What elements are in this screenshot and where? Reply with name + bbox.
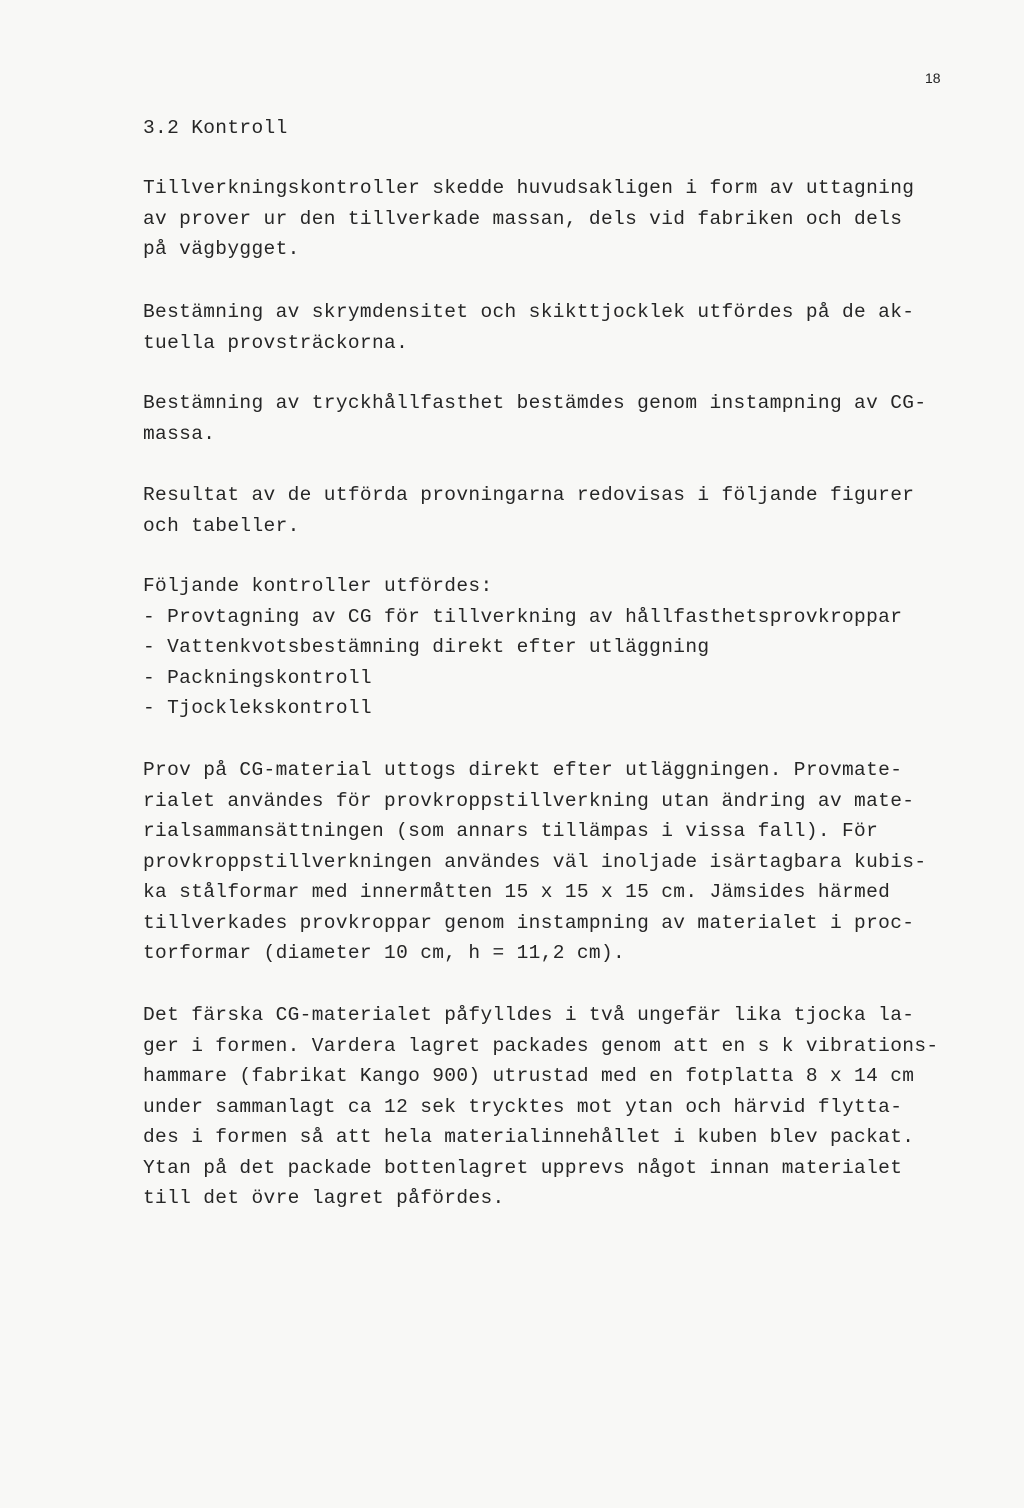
paragraph-line: på vägbygget. <box>143 238 300 260</box>
paragraph-line: Bestämning av skrymdensitet och skikttjocklek utfördes på de ak- <box>143 301 915 323</box>
heading-line: 3.2 Kontroll <box>143 117 288 139</box>
paragraph-line: hammare (fabrikat Kango 900) utrustad med en fotplatta 8 x 14 cm <box>143 1065 915 1087</box>
paragraph-line: Resultat av de utförda provningarna redovisas i följande figurer <box>143 484 915 506</box>
paragraph-line: rialsammansättningen (som annars tillämpas i vissa fall). För <box>143 820 879 842</box>
paragraph-line: under sammanlagt ca 12 sek trycktes mot ytan och härvid flytta- <box>143 1095 903 1118</box>
paragraph-line: rialet användes för provkroppstillverkning utan ändring av mate- <box>143 789 915 812</box>
paragraph-5 <box>143 755 926 969</box>
paragraph-6 <box>143 1000 938 1214</box>
paragraph-line: massa. <box>143 422 216 445</box>
paragraph-4 <box>143 480 914 541</box>
page-number: 18 <box>925 70 941 86</box>
section-heading <box>143 113 288 144</box>
paragraph-line: av prover ur den tillverkade massan, dels vid fabriken och dels <box>143 207 903 230</box>
paragraph-2 <box>143 297 914 358</box>
paragraph-line: till det övre lagret påfördes. <box>143 1187 505 1209</box>
paragraph-line: Det färska CG-materialet påfylldes i två ungefär lika tjocka la- <box>143 1004 915 1026</box>
paragraph-1 <box>143 173 914 265</box>
paragraph-line: tillverkades provkroppar genom instampning av materialet i proc- <box>143 911 915 934</box>
list-item: - Packningskontroll <box>143 666 372 689</box>
paragraph-line: des i formen så att hela materialinnehållet i kuben blev packat. <box>143 1126 915 1148</box>
list-intro: Följande kontroller utfördes: <box>143 575 493 597</box>
list-item: - Vattenkvotsbestämning direkt efter utläggning <box>143 636 710 658</box>
paragraph-line: provkroppstillverkningen användes väl inoljade isärtagbara kubis- <box>143 850 927 873</box>
paragraph-3 <box>143 388 926 449</box>
paragraph-line: tuella provsträckorna. <box>143 331 409 354</box>
list-item: - Provtagning av CG för tillverkning av hållfasthetsprovkroppar <box>143 605 903 628</box>
paragraph-line: Bestämning av tryckhållfasthet bestämdes genom instampning av CG- <box>143 392 927 414</box>
paragraph-line: och tabeller. <box>143 514 300 537</box>
paragraph-line: ger i formen. Vardera lagret packades genom att en s k vibrations- <box>143 1034 939 1057</box>
paragraph-line: ka stålformar med innermåtten 15 x 15 x 15 cm. Jämsides härmed <box>143 881 891 903</box>
paragraph-line: Tillverkningskontroller skedde huvudsakligen i form av uttagning <box>143 177 915 199</box>
list-item: - Tjocklekskontroll <box>143 697 372 719</box>
paragraph-line: Ytan på det packade bottenlagret upprevs något innan materialet <box>143 1156 903 1179</box>
paragraph-line: torformar (diameter 10 cm, h = 11,2 cm). <box>143 942 626 964</box>
paragraph-line: Prov på CG-material uttogs direkt efter utläggningen. Provmate- <box>143 759 903 781</box>
control-list <box>143 571 902 724</box>
